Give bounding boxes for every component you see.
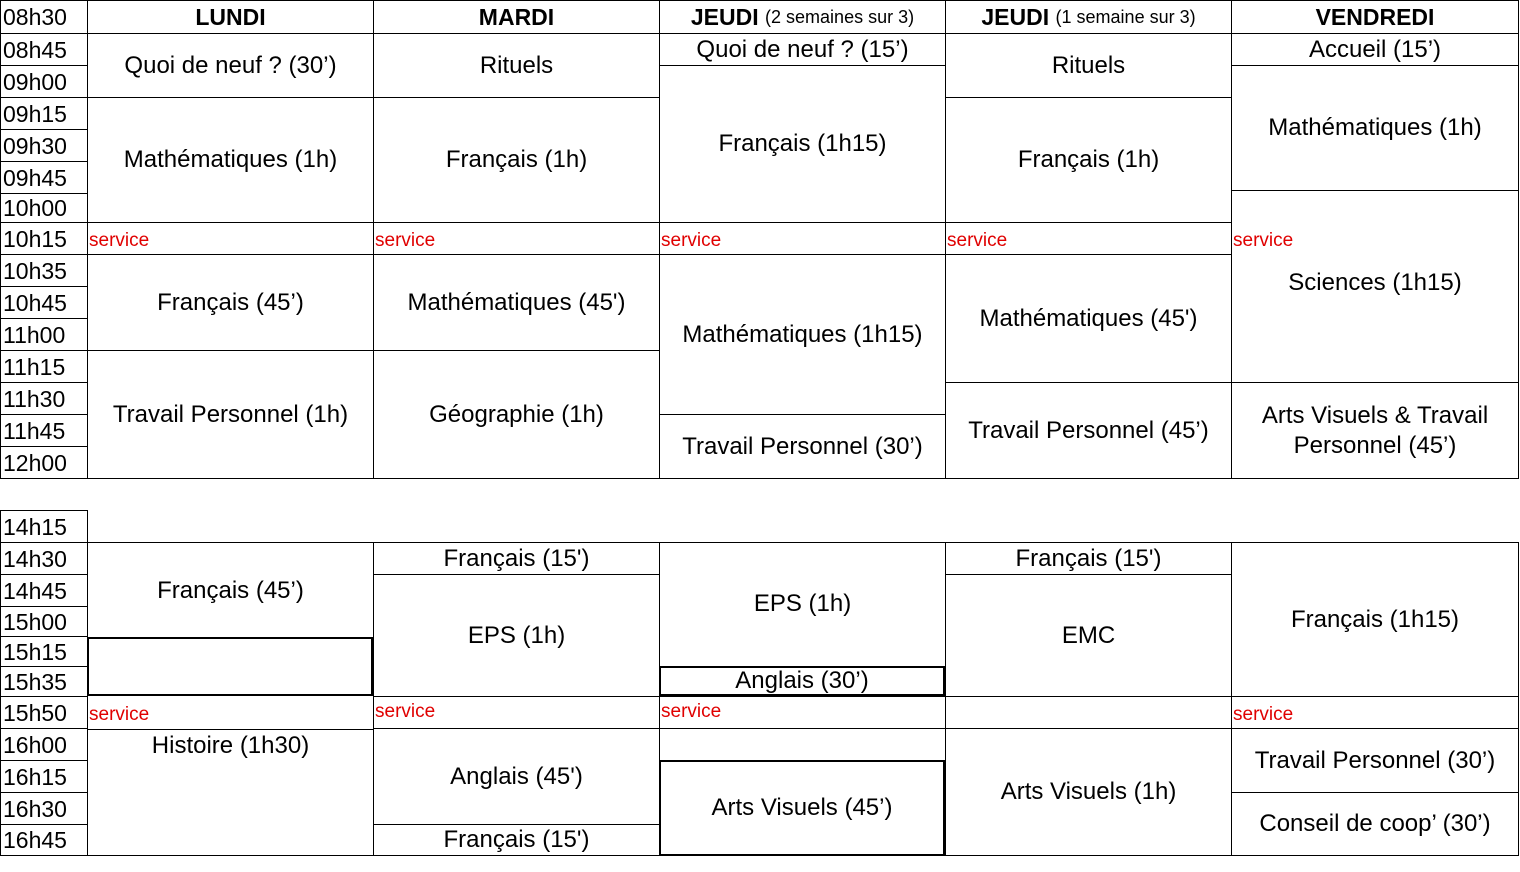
lesson-cell: Travail Personnel (1h) [87,350,374,479]
time-cell: 15h15 [0,636,88,667]
lesson-cell: Français (15') [373,542,660,575]
time-cell: 10h45 [0,286,88,319]
service-label: service [89,704,150,725]
lesson-cell: Rituels [945,33,1232,98]
lesson-cell: Mathématiques (1h) [1231,65,1519,191]
time-cell: 11h00 [0,318,88,351]
lesson-cell: Travail Personnel (45’) [945,382,1232,479]
day-header-jeudi-a [659,0,946,34]
time-cell: 16h30 [0,792,88,825]
lesson-cell: Conseil de coop’ (30’) [1231,792,1519,856]
time-cell: 09h00 [0,65,88,98]
lesson-cell: Français (1h15) [1231,542,1519,697]
time-cell: 09h15 [0,97,88,130]
time-cell: 10h35 [0,254,88,287]
lesson-cell: Mathématiques (45') [945,254,1232,383]
break-cell [945,696,1232,729]
lesson-cell: Histoire (1h30) [87,729,374,856]
lesson-cell [1231,190,1519,383]
time-cell: 11h15 [0,350,88,383]
service-label: service [1233,704,1294,725]
time-cell: 16h45 [0,824,88,856]
time-cell: 10h00 [0,193,88,223]
lesson-cell: Arts Visuels (1h) [945,728,1232,856]
day-header-jeudi-b [945,0,1232,34]
day-header-mardi: MARDI [373,0,660,34]
service-label: service [661,701,722,722]
service-label: service [375,230,436,251]
time-cell: 11h30 [0,382,88,415]
lesson-cell [659,728,946,761]
lesson-cell: Mathématiques (45') [373,254,660,351]
lesson-cell: Français (1h) [373,97,660,223]
lesson-cell: Français (45’) [87,542,374,639]
time-cell: 14h15 [0,510,88,543]
day-name: JEUDI [690,4,759,30]
time-cell: 15h00 [0,606,88,637]
service-label: service [89,230,150,251]
lesson-cell: Travail Personnel (30’) [1231,728,1519,793]
service-label: service [375,701,436,722]
time-cell: 14h45 [0,574,88,607]
lesson-cell: EPS (1h) [659,542,946,667]
lesson-cell: Arts Visuels & Travail Personnel (45’) [1231,382,1519,479]
lesson-cell: Accueil (15’) [1231,33,1519,66]
service-label: service [661,230,722,251]
lesson-cell: Quoi de neuf ? (30’) [87,33,374,98]
time-cell: 15h35 [0,666,88,697]
lesson-label: Sciences (1h15) [1288,268,1462,296]
lesson-cell: Français (1h) [945,97,1232,223]
lesson-cell: Quoi de neuf ? (15’) [659,33,946,66]
time-cell: 16h15 [0,760,88,793]
day-name: JEUDI [981,4,1050,30]
lesson-cell: Travail Personnel (30’) [659,414,946,479]
time-cell: 14h30 [0,542,88,575]
time-cell: 16h00 [0,728,88,761]
time-cell: 11h45 [0,414,88,447]
time-cell: 08h30 [0,0,88,34]
lesson-cell: Géographie (1h) [373,350,660,479]
lesson-cell: Français (15') [373,824,660,856]
time-cell: 12h00 [0,446,88,479]
lesson-cell: Mathématiques (1h15) [659,254,946,415]
lesson-cell: EMC [945,574,1232,697]
lesson-cell [87,637,373,696]
frequency-note: (2 semaines sur 3) [765,7,915,27]
lesson-cell: Arts Visuels (45’) [659,760,945,856]
lesson-cell: Français (1h15) [659,65,946,223]
time-cell: 09h45 [0,161,88,194]
lesson-cell: Mathématiques (1h) [87,97,374,223]
lesson-cell: EPS (1h) [373,574,660,697]
lesson-cell: Anglais (45') [373,728,660,825]
time-cell: 09h30 [0,129,88,162]
time-cell: 10h15 [0,222,88,255]
service-label: service [1233,230,1294,251]
service-label: service [947,230,1008,251]
frequency-note: (1 semaine sur 3) [1055,7,1196,27]
time-cell: 08h45 [0,33,88,66]
day-header-lundi: LUNDI [87,0,374,34]
lesson-cell: Rituels [373,33,660,98]
lesson-cell: Anglais (30’) [659,666,945,696]
lesson-cell: Français (15') [945,542,1232,575]
day-header-vendredi: VENDREDI [1231,0,1519,34]
lesson-cell: Français (45’) [87,254,374,351]
time-cell: 15h50 [0,696,88,729]
